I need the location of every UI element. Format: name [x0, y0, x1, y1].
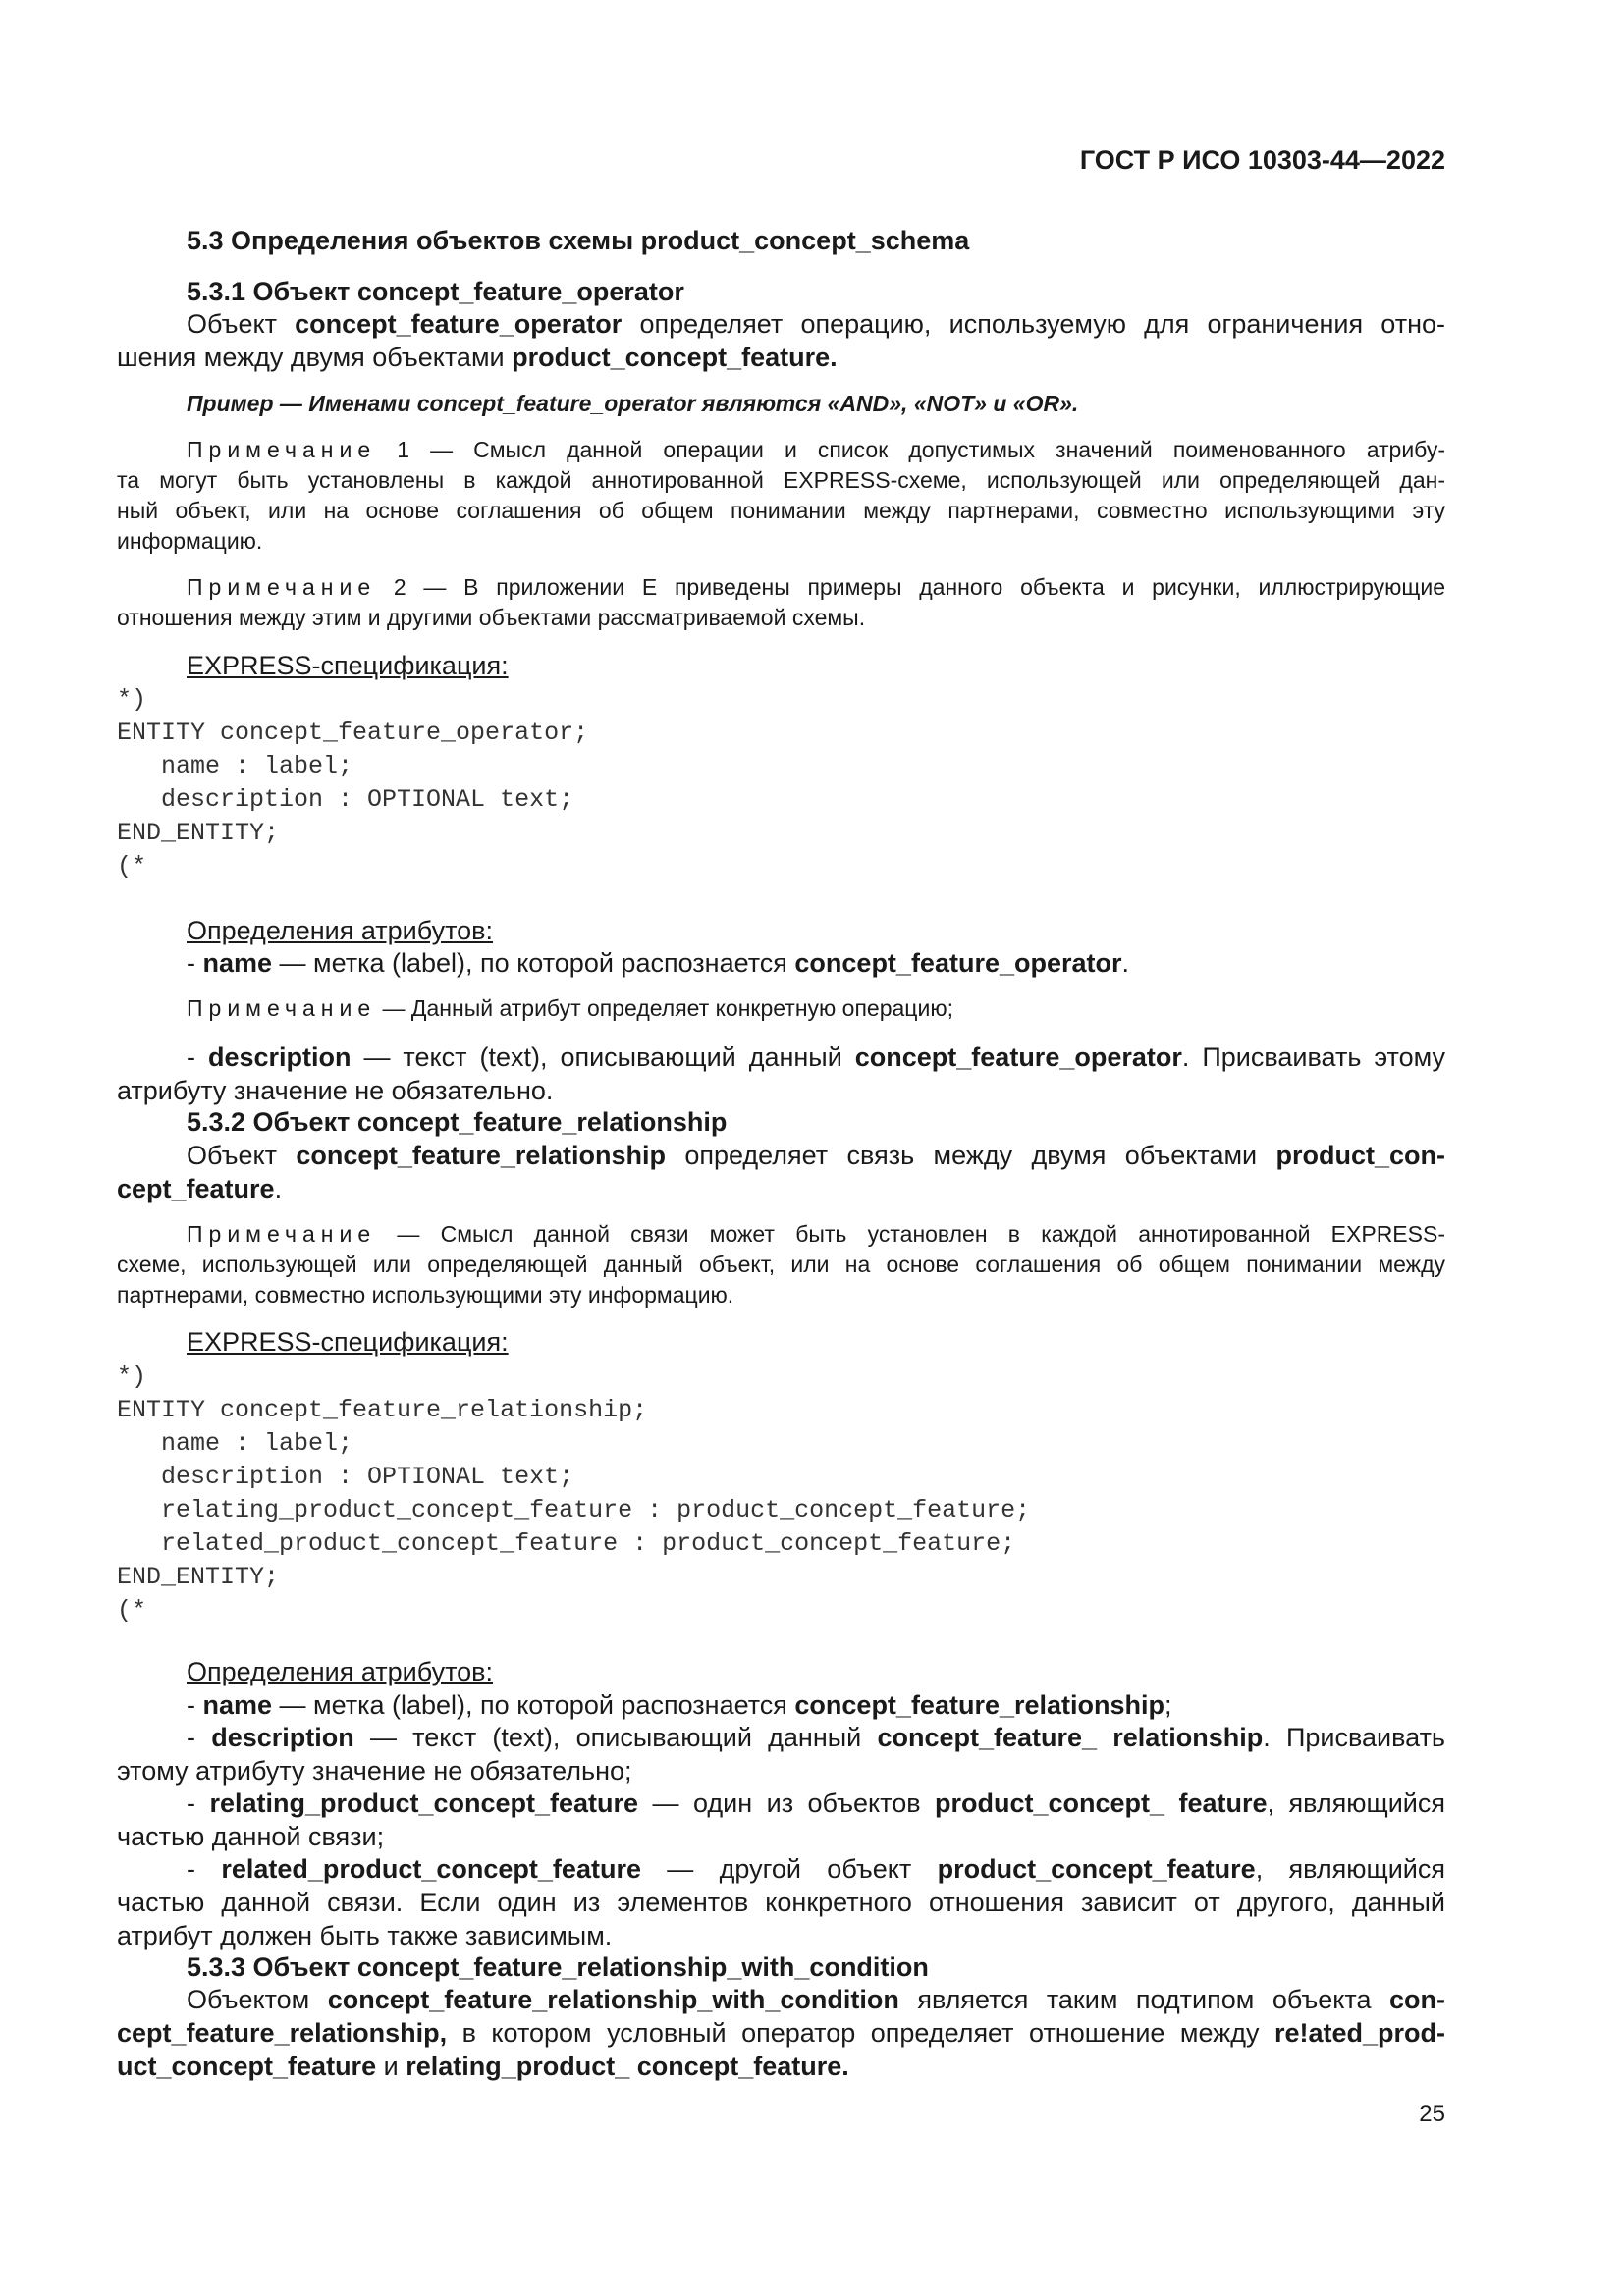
code-line: name : label; — [117, 1429, 353, 1458]
paragraph-5-3-1-line-1: Объект concept_feature_operator определяет операцию, используемую для ограничения отно- — [187, 309, 1445, 339]
note-label: Примечание — [187, 995, 377, 1021]
code-line: ENTITY concept_feature_operator; — [117, 719, 589, 747]
section-heading-5-3-2: 5.3.2 Объект concept_feature_relationship — [187, 1107, 728, 1137]
section-heading-5-3-1: 5.3.1 Объект concept_feature_operator — [187, 277, 684, 306]
code-line: (* — [117, 1596, 147, 1625]
attr-definitions-label-2: Определения атрибутов: — [187, 1657, 494, 1686]
paragraph-5-3-1-line-2: шения между двумя объектами product_concept_feature. — [117, 343, 838, 372]
document-header: ГОСТ Р ИСО 10303-44—2022 — [1079, 145, 1445, 175]
note-4: Примечание — Смысл данной связи может быть установлен в каждой аннотированной EXPRESS- схеме, использующей или определяющей данный объект, или на основе соглашения об общем понимании между партнерами, совместно использующими эту информацию. — [117, 1221, 1445, 1308]
code-line: related_product_concept_feature : product_concept_feature; — [117, 1529, 1016, 1558]
attr-related-definition: - related_product_concept_feature — другой объект product_concept_feature, являющийся частью данной связи. Если один из элементов конкретного отношения зависит от другого, данный атрибут должен быть также зависимым. — [117, 1854, 1445, 1950]
attr-description-definition: - description — текст (text), описывающий данный concept_feature_operator. Присваивать этому атрибуту значение не обязательно. — [117, 1042, 1445, 1105]
note-label: Примечание — [187, 437, 377, 462]
attr-name-definition: - name — метка (label), по которой распознается concept_feature_operator. — [187, 948, 1130, 978]
code-line: description : OPTIONAL text; — [117, 785, 574, 814]
express-code-block-1 — [117, 683, 1445, 883]
express-spec-label-1: EXPRESS-спецификация: — [187, 651, 509, 680]
note-2: Примечание 2 — В приложении Е приведены примеры данного объекта и рисунки, иллюстрирующие отношения между этим и другими объектами рассматриваемой схемы. — [117, 574, 1445, 630]
code-line: relating_product_concept_feature : product_concept_feature; — [117, 1496, 1031, 1524]
code-line: *) — [117, 685, 147, 714]
example-text: Пример — Именами concept_feature_operator являются «AND», «NOT» и «OR». — [187, 391, 1079, 416]
code-line: END_ENTITY; — [117, 1563, 280, 1591]
code-line: *) — [117, 1362, 147, 1391]
code-line: name : label; — [117, 752, 353, 780]
section-heading-5-3: 5.3 Определения объектов схемы product_concept_schema — [187, 226, 970, 255]
code-line: (* — [117, 852, 147, 881]
code-line: END_ENTITY; — [117, 819, 280, 847]
section-heading-5-3-3: 5.3.3 Объект concept_feature_relationship_with_condition — [187, 1952, 929, 1982]
note-label: Примечание — [187, 1221, 377, 1247]
paragraph-5-3-3: Объектом concept_feature_relationship_with_condition является таким подтипом объекта con- cept_feature_relationship, в котором условный оператор определяет отношение между re!ated_prod- uct_concept_feature и relating_product_ concept_feature. — [117, 1985, 1445, 2081]
note-label: Примечание — [187, 574, 377, 600]
attr-relating-definition: - relating_product_concept_feature — один из объектов product_concept_ feature, являющийся частью данной связи; — [117, 1789, 1445, 1851]
page-number: 25 — [1419, 2101, 1445, 2127]
express-code-block-2 — [117, 1361, 1445, 1628]
express-spec-label-2: EXPRESS-спецификация: — [187, 1327, 509, 1357]
attr-definitions-label-1: Определения атрибутов: — [187, 916, 494, 945]
code-line: description : OPTIONAL text; — [117, 1463, 574, 1491]
note-1: Примечание 1 — Смысл данной операции и список допустимых значений поименованного атрибу- та могут быть установлены в каждой аннотированной EXPRESS-схеме, использующей или определяющей дан- ный объект, или на основе соглашения об общем понимании между партнерами, совместно использующими эту информацию. — [117, 437, 1445, 554]
attr-description-definition-2: - description — текст (text), описывающий данный concept_feature_ relationship. Присваивать этому атрибуту значение не обязательно; — [117, 1723, 1445, 1786]
attr-name-definition-2: - name — метка (label), по которой распознается concept_feature_relationship; — [187, 1690, 1172, 1720]
note-3: Примечание — Данный атрибут определяет конкретную операцию; — [187, 995, 953, 1021]
code-line: ENTITY concept_feature_relationship; — [117, 1396, 648, 1424]
paragraph-5-3-2: Объект concept_feature_relationship определяет связь между двумя объектами product_con- cept_feature. — [117, 1141, 1446, 1203]
